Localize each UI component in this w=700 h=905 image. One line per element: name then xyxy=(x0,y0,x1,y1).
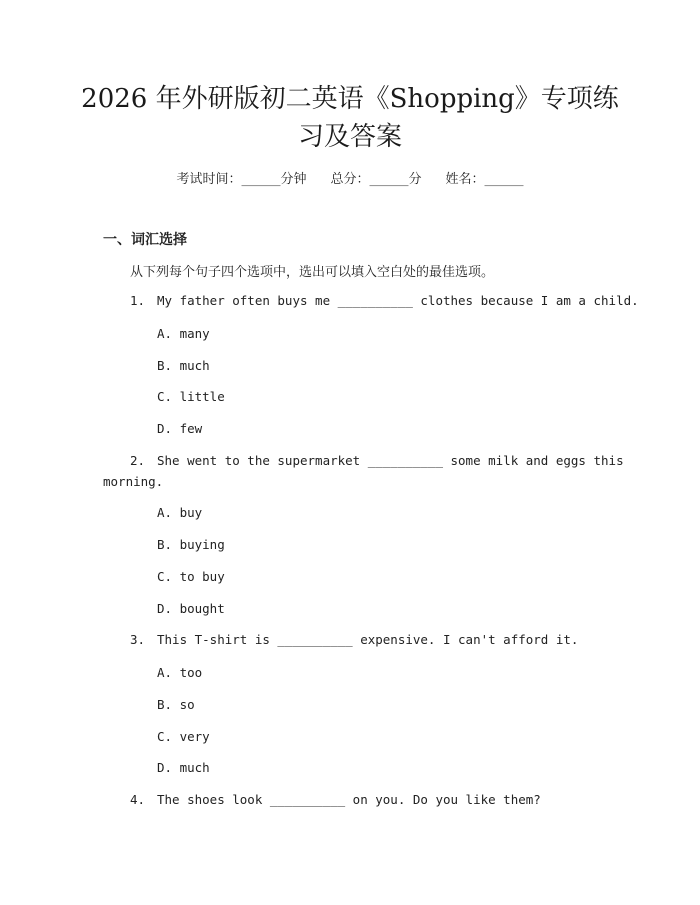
question-text-line-1: She went to the supermarket __________ some milk and eggs this xyxy=(157,453,624,468)
question-text: My father often buys me __________ clothes because I am a child. xyxy=(157,293,639,308)
exam-info xyxy=(0,168,700,187)
title-line-1: 2026 年外研版初二英语《Shopping》专项练 xyxy=(81,84,619,114)
question-text-line-2: morning. xyxy=(103,474,164,489)
option-3d: D. much xyxy=(157,760,210,775)
question-number: 1. xyxy=(130,293,146,308)
option-2c: C. to buy xyxy=(157,569,225,584)
document-title xyxy=(60,80,640,156)
question-4 xyxy=(130,792,541,807)
option-1d: D. few xyxy=(157,421,203,436)
exam-time: 考试时间：______分钟 xyxy=(176,172,307,187)
option-2d: D. bought xyxy=(157,601,225,616)
student-name: 姓名：______ xyxy=(445,172,524,187)
title-line-2: 习及答案 xyxy=(297,122,402,152)
question-text: This T-shirt is __________ expensive. I can't afford it. xyxy=(157,632,579,647)
option-2a: A. buy xyxy=(157,505,203,520)
section-heading: 一、词汇选择 xyxy=(103,232,187,248)
option-2b: B. buying xyxy=(157,537,225,552)
section-instruction: 从下列每个句子四个选项中，选出可以填入空白处的最佳选项。 xyxy=(130,265,495,280)
option-1b: B. much xyxy=(157,358,210,373)
option-3a: A. too xyxy=(157,665,203,680)
total-score: 总分：______分 xyxy=(330,172,422,187)
question-1 xyxy=(130,293,639,308)
option-3c: C. very xyxy=(157,729,210,744)
question-number: 2. xyxy=(130,453,146,468)
option-1c: C. little xyxy=(157,389,225,404)
question-text: The shoes look __________ on you. Do you like them? xyxy=(157,792,541,807)
option-1a: A. many xyxy=(157,326,210,341)
question-number: 4. xyxy=(130,792,146,807)
question-2 xyxy=(130,453,624,468)
question-3 xyxy=(130,632,578,647)
question-number: 3. xyxy=(130,632,146,647)
option-3b: B. so xyxy=(157,697,195,712)
